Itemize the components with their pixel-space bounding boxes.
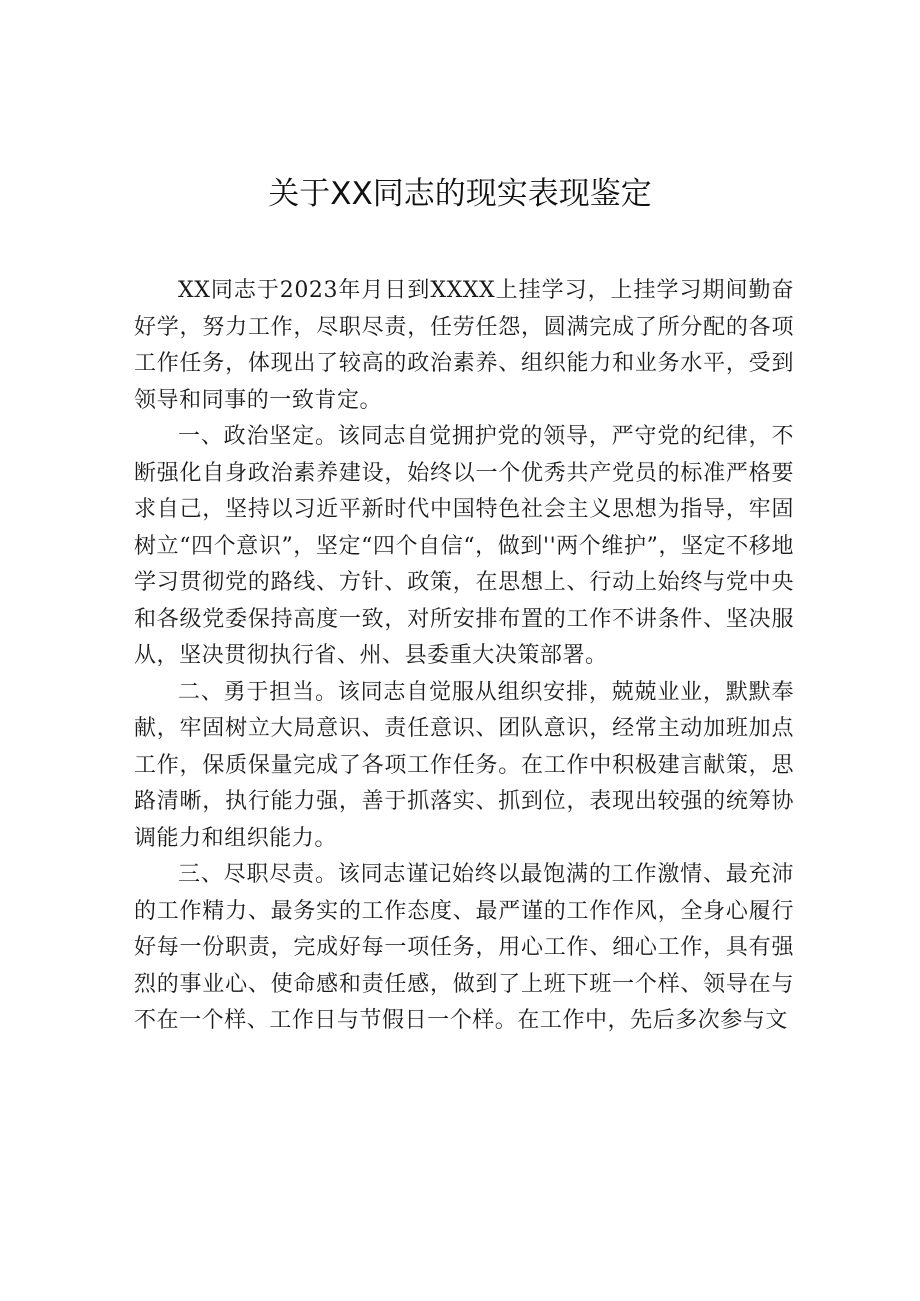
document-title: 关于XX同志的现实表现鉴定	[268, 176, 652, 212]
paragraph-political: 一、政治坚定。该同志自觉拥护党的领导，严守党的纪律，不断强化自身政治素养建设，始终以一个优秀共产党员的标准严格要求自己，坚持以习近平新时代中国特色社会主义思想为指导，牢固树立“四个意识”，坚定“四个自信“，做到''两个维护”，坚定不移地学习贯彻党的路线、方针、政策，在思想上、行动上始终与党中央和各级党委保持高度一致，对所安排布置的工作不讲条件、坚决服从，坚决贯彻执行省、州、县委重大决策部署。	[134, 424, 794, 668]
paragraph-responsibility: 二、勇于担当。该同志自觉服从组织安排，兢兢业业，默默奉献，牢固树立大局意识、责任意识、团队意识，经常主动加班加点工作，保质保量完成了各项工作任务。在工作中积极建言献策，思路清晰，执行能力强，善于抓落实、抓到位，表现出较强的统筹协调能力和组织能力。	[134, 679, 794, 851]
paragraph-intro: XX同志于2023年月日到XXXX上挂学习，上挂学习期间勤奋好学，努力工作，尽职尽责，任劳任怨，圆满完成了所分配的各项工作任务，体现出了较高的政治素养、组织能力和业务水平，受到领导和同事的一致肯定。	[134, 278, 794, 413]
document-body	[134, 273, 794, 1040]
paragraph-diligence: 三、尽职尽责。该同志谨记始终以最饱满的工作激情、最充沛的工作精力、最务实的工作态度、最严谨的工作作风，全身心履行好每一份职责，完成好每一项任务，用心工作、细心工作，具有强烈的事业心、使命感和责任感，做到了上班下班一个样、领导在与不在一个样、工作日与节假日一个样。在工作中，先后多次参与文	[134, 862, 794, 1033]
